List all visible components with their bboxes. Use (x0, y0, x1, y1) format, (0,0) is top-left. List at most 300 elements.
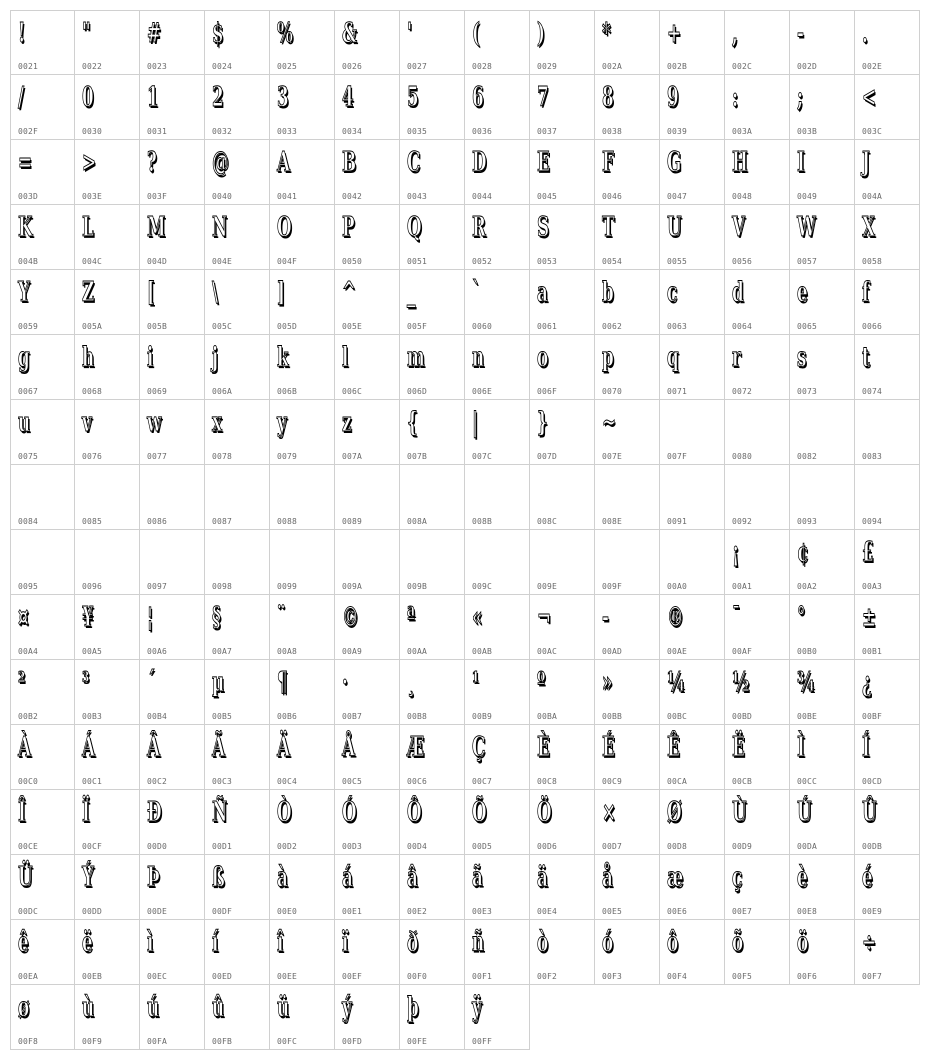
codepoint-label: 00F0 (407, 972, 428, 981)
glyph-cell (725, 790, 790, 855)
glyph-cell (465, 920, 530, 985)
codepoint-label: 0055 (667, 257, 688, 266)
codepoint-label: 007E (602, 452, 623, 461)
glyph-cell (75, 335, 140, 400)
glyph-sample: ! (18, 18, 25, 49)
codepoint-label: 0040 (212, 192, 233, 201)
glyph-cell (595, 205, 660, 270)
glyph-sample: v (82, 407, 92, 438)
glyph-cell (205, 75, 270, 140)
codepoint-label: 0034 (342, 127, 363, 136)
codepoint-label: 0030 (82, 127, 103, 136)
glyph-cell (790, 270, 855, 335)
codepoint-label: 0093 (797, 517, 818, 526)
codepoint-label: 00EA (18, 972, 39, 981)
codepoint-label: 00D4 (407, 842, 428, 851)
glyph-cell (140, 10, 205, 75)
glyph-cell (75, 400, 140, 465)
glyph-sample: ] (277, 277, 285, 308)
glyph-sample: ö (797, 927, 808, 958)
glyph-row (10, 660, 920, 725)
glyph-sample: e (797, 277, 808, 308)
glyph-sample: ¦ (147, 602, 153, 633)
glyph-cell (530, 400, 595, 465)
glyph-sample: ¼ (667, 667, 684, 698)
glyph-sample: þ (407, 992, 419, 1023)
glyph-sample: A (277, 147, 290, 178)
glyph-cell (335, 855, 400, 920)
codepoint-label: 009B (407, 582, 428, 591)
glyph-cell (725, 530, 790, 595)
glyph-cell (725, 595, 790, 660)
codepoint-label: 00E6 (667, 907, 688, 916)
glyph-sample: C (407, 147, 420, 178)
glyph-cell (725, 855, 790, 920)
glyph-sample: ª (407, 602, 415, 633)
glyph-sample: ¹ (472, 667, 479, 698)
glyph-cell (10, 205, 75, 270)
glyph-cell (660, 725, 725, 790)
glyph-sample: H (732, 147, 748, 178)
codepoint-label: 00C4 (277, 777, 298, 786)
glyph-sample: ` (472, 277, 480, 308)
glyph-cell (205, 335, 270, 400)
glyph-cell (855, 660, 920, 725)
codepoint-label: 00CD (862, 777, 883, 786)
glyph-cell (140, 725, 205, 790)
glyph-cell (855, 75, 920, 140)
codepoint-label: 00D0 (147, 842, 168, 851)
codepoint-label: 003E (82, 192, 103, 201)
glyph-cell (400, 920, 465, 985)
glyph-cell (660, 530, 725, 595)
glyph-sample: | (472, 407, 478, 438)
codepoint-label: 00C7 (472, 777, 493, 786)
codepoint-label: 00B0 (797, 647, 818, 656)
glyph-sample: f (862, 277, 869, 308)
glyph-sample: À (18, 732, 31, 763)
glyph-sample: ³ (82, 667, 89, 698)
codepoint-label: 002D (797, 62, 818, 71)
glyph-cell (335, 140, 400, 205)
glyph-sample: ¿ (862, 667, 872, 698)
glyph-cell (335, 335, 400, 400)
glyph-cell (10, 920, 75, 985)
codepoint-label: 00E4 (537, 907, 558, 916)
glyph-cell (465, 855, 530, 920)
codepoint-label: 00E2 (407, 907, 428, 916)
glyph-cell (725, 205, 790, 270)
codepoint-label: 00C5 (342, 777, 363, 786)
codepoint-label: 00D3 (342, 842, 363, 851)
codepoint-label: 00B9 (472, 712, 493, 721)
glyph-sample: X (862, 212, 875, 243)
glyph-sample: Ð (147, 797, 162, 828)
glyph-cell (270, 400, 335, 465)
glyph-cell (270, 465, 335, 530)
codepoint-label: 0047 (667, 192, 688, 201)
glyph-cell (725, 660, 790, 725)
glyph-cell (75, 920, 140, 985)
codepoint-label: 0061 (537, 322, 558, 331)
glyph-cell (75, 855, 140, 920)
codepoint-label: 0057 (797, 257, 818, 266)
glyph-cell (790, 335, 855, 400)
glyph-cell (465, 10, 530, 75)
codepoint-label: 0062 (602, 322, 623, 331)
codepoint-label: 00DB (862, 842, 883, 851)
glyph-sample: ) (537, 18, 545, 49)
glyph-sample: ½ (732, 667, 749, 698)
glyph-cell (790, 75, 855, 140)
codepoint-label: 0046 (602, 192, 623, 201)
glyph-sample: E (537, 147, 550, 178)
glyph-cell (205, 205, 270, 270)
glyph-sample: > (82, 147, 96, 178)
glyph-sample: Ô (407, 797, 421, 828)
glyph-cell (400, 400, 465, 465)
glyph-sample: N (212, 212, 227, 243)
glyph-cell (270, 660, 335, 725)
glyph-sample: a (537, 277, 548, 308)
glyph-sample: ô (667, 927, 678, 958)
glyph-cell (10, 595, 75, 660)
glyph-sample: ü (277, 992, 289, 1023)
codepoint-label: 00AD (602, 647, 623, 656)
glyph-cell (595, 855, 660, 920)
codepoint-label: 00AB (472, 647, 493, 656)
glyph-cell (400, 465, 465, 530)
codepoint-label: 00F5 (732, 972, 753, 981)
codepoint-label: 00CA (667, 777, 688, 786)
glyph-sample: [ (147, 277, 155, 308)
glyph-sample: ¤ (18, 602, 29, 633)
glyph-sample: Ú (797, 797, 811, 828)
glyph-cell (205, 985, 270, 1050)
glyph-row (10, 465, 920, 530)
glyph-cell (790, 140, 855, 205)
codepoint-label: 009E (537, 582, 558, 591)
glyph-sample: § (212, 602, 221, 633)
glyph-cell (75, 465, 140, 530)
codepoint-label: 0041 (277, 192, 298, 201)
codepoint-label: 00BF (862, 712, 883, 721)
glyph-cell (270, 270, 335, 335)
glyph-sample: - (797, 18, 804, 49)
glyph-cell (400, 205, 465, 270)
codepoint-label: 00BE (797, 712, 818, 721)
glyph-sample: 1 (147, 82, 159, 113)
codepoint-label: 006A (212, 387, 233, 396)
glyph-row (10, 855, 920, 920)
glyph-cell (335, 595, 400, 660)
codepoint-label: 005C (212, 322, 233, 331)
glyph-cell (335, 920, 400, 985)
glyph-cell (335, 75, 400, 140)
codepoint-label: 006F (537, 387, 558, 396)
glyph-cell (790, 205, 855, 270)
glyph-cell (270, 75, 335, 140)
codepoint-label: 0085 (82, 517, 103, 526)
glyph-sample: g (18, 342, 30, 373)
glyph-sample: ñ (472, 927, 484, 958)
glyph-cell (595, 140, 660, 205)
glyph-sample: ÿ (472, 992, 482, 1023)
glyph-cell (725, 920, 790, 985)
glyph-sample: » (602, 667, 612, 698)
glyph-sample: ß (212, 862, 225, 893)
glyph-sample: ¨ (277, 602, 285, 633)
glyph-sample: P (342, 212, 354, 243)
glyph-sample: ¯ (732, 602, 740, 633)
glyph-sample: ? (147, 147, 157, 178)
glyph-cell (660, 140, 725, 205)
codepoint-label: 0097 (147, 582, 168, 591)
glyph-cell (725, 465, 790, 530)
codepoint-label: 00FB (212, 1037, 233, 1046)
glyph-sample: # (147, 18, 161, 49)
codepoint-label: 0065 (797, 322, 818, 331)
codepoint-label: 00AF (732, 647, 753, 656)
glyph-cell (10, 790, 75, 855)
glyph-row (10, 75, 920, 140)
glyph-cell (10, 10, 75, 75)
codepoint-label: 002B (667, 62, 688, 71)
codepoint-label: 0035 (407, 127, 428, 136)
glyph-sample: J (862, 147, 870, 178)
glyph-cell (790, 465, 855, 530)
codepoint-label: 00D7 (602, 842, 623, 851)
glyph-cell (400, 75, 465, 140)
glyph-cell (595, 595, 660, 660)
glyph-sample: < (862, 82, 876, 113)
glyph-cell (790, 595, 855, 660)
glyph-sample: ã (472, 862, 483, 893)
glyph-cell (400, 595, 465, 660)
glyph-cell (205, 10, 270, 75)
codepoint-label: 005A (82, 322, 103, 331)
glyph-cell (465, 205, 530, 270)
glyph-cell (205, 855, 270, 920)
codepoint-label: 00A4 (18, 647, 39, 656)
glyph-sample: K (18, 212, 32, 243)
glyph-sample: Ö (537, 797, 551, 828)
glyph-cell (335, 725, 400, 790)
glyph-sample: ê (18, 927, 29, 958)
glyph-cell (205, 530, 270, 595)
codepoint-label: 00FA (147, 1037, 168, 1046)
glyph-sample: U (667, 212, 681, 243)
glyph-sample: ù (82, 992, 94, 1023)
codepoint-label: 00C9 (602, 777, 623, 786)
codepoint-label: 0044 (472, 192, 493, 201)
codepoint-label: 00A1 (732, 582, 753, 591)
glyph-sample: Õ (472, 797, 486, 828)
glyph-sample: I (797, 147, 805, 178)
codepoint-label: 008C (537, 517, 558, 526)
glyph-cell (140, 465, 205, 530)
codepoint-label: 0026 (342, 62, 363, 71)
glyph-sample: W (797, 212, 816, 243)
glyph-cell (10, 530, 75, 595)
glyph-cell (530, 75, 595, 140)
glyph-cell (400, 270, 465, 335)
glyph-sample: \ (212, 277, 218, 308)
codepoint-label: 00F1 (472, 972, 493, 981)
glyph-cell (660, 335, 725, 400)
glyph-cell (465, 985, 530, 1050)
glyph-sample: R (472, 212, 486, 243)
codepoint-label: 00C0 (18, 777, 39, 786)
glyph-cell (270, 725, 335, 790)
glyph-sample: ë (82, 927, 93, 958)
glyph-sample: Q (407, 212, 421, 243)
codepoint-label: 0078 (212, 452, 233, 461)
glyph-sample: ï (342, 927, 348, 958)
glyph-cell (400, 985, 465, 1050)
codepoint-label: 00EB (82, 972, 103, 981)
glyph-cell (335, 530, 400, 595)
glyph-sample: Ì (797, 732, 805, 763)
codepoint-label: 003F (147, 192, 168, 201)
glyph-cell (595, 465, 660, 530)
glyph-sample: µ (212, 667, 224, 698)
glyph-cell (335, 10, 400, 75)
glyph-sample: 7 (537, 82, 549, 113)
glyph-sample: Ä (277, 732, 290, 763)
glyph-row (10, 140, 920, 205)
glyph-sample: L (82, 212, 94, 243)
codepoint-label: 0025 (277, 62, 298, 71)
glyph-row (10, 725, 920, 790)
glyph-cell (465, 335, 530, 400)
glyph-cell (140, 985, 205, 1050)
codepoint-label: 0023 (147, 62, 168, 71)
glyph-cell (400, 855, 465, 920)
codepoint-label: 00AA (407, 647, 428, 656)
glyph-cell (75, 205, 140, 270)
codepoint-label: 00A3 (862, 582, 883, 591)
codepoint-label: 003A (732, 127, 753, 136)
codepoint-label: 0098 (212, 582, 233, 591)
glyph-cell (270, 595, 335, 660)
glyph-cell (465, 595, 530, 660)
codepoint-label: 0032 (212, 127, 233, 136)
glyph-sample: è (797, 862, 808, 893)
glyph-cell (725, 725, 790, 790)
glyph-cell (10, 855, 75, 920)
codepoint-label: 009C (472, 582, 493, 591)
codepoint-label: 00E7 (732, 907, 753, 916)
glyph-cell (205, 920, 270, 985)
codepoint-label: 0088 (277, 517, 298, 526)
codepoint-label: 00ED (212, 972, 233, 981)
glyph-sample: Ï (82, 797, 90, 828)
codepoint-label: 003D (18, 192, 39, 201)
glyph-cell (595, 530, 660, 595)
glyph-cell (660, 660, 725, 725)
glyph-sample: } (537, 407, 548, 438)
glyph-cell (530, 595, 595, 660)
glyph-cell (465, 140, 530, 205)
glyph-sample: Â (147, 732, 160, 763)
glyph-sample: t (862, 342, 870, 373)
glyph-sample: @ (212, 147, 229, 178)
glyph-sample: ø (18, 992, 29, 1023)
glyph-cell (790, 660, 855, 725)
glyph-sample: : (732, 82, 738, 113)
glyph-cell (660, 10, 725, 75)
glyph-cell (75, 725, 140, 790)
codepoint-label: 00C1 (82, 777, 103, 786)
glyph-cell (530, 725, 595, 790)
glyph-sample: º (537, 667, 545, 698)
glyph-cell (10, 400, 75, 465)
glyph-cell (140, 270, 205, 335)
glyph-sample: © (342, 602, 359, 633)
glyph-sample: £ (862, 537, 874, 568)
glyph-cell (270, 985, 335, 1050)
codepoint-label: 0086 (147, 517, 168, 526)
glyph-cell (400, 530, 465, 595)
glyph-sample: ~ (602, 407, 616, 438)
glyph-cell (75, 985, 140, 1050)
glyph-cell (140, 400, 205, 465)
glyph-sample: ® (667, 602, 684, 633)
codepoint-label: 00A6 (147, 647, 168, 656)
codepoint-label: 0073 (797, 387, 818, 396)
codepoint-label: 00DF (212, 907, 233, 916)
codepoint-label: 0074 (862, 387, 883, 396)
codepoint-label: 0024 (212, 62, 233, 71)
codepoint-label: 002C (732, 62, 753, 71)
glyph-sample: O (277, 212, 291, 243)
glyph-cell (335, 985, 400, 1050)
glyph-row (10, 530, 920, 595)
glyph-sample: Ñ (212, 797, 227, 828)
codepoint-label: 0033 (277, 127, 298, 136)
glyph-cell (790, 725, 855, 790)
glyph-sample: Z (82, 277, 94, 308)
glyph-cell (335, 465, 400, 530)
glyph-cell (595, 660, 660, 725)
glyph-cell (10, 140, 75, 205)
codepoint-label: 0067 (18, 387, 39, 396)
codepoint-label: 0039 (667, 127, 688, 136)
glyph-sample: , (732, 18, 738, 49)
codepoint-label: 00AC (537, 647, 558, 656)
glyph-cell (660, 920, 725, 985)
codepoint-label: 0080 (732, 452, 753, 461)
codepoint-label: 00E3 (472, 907, 493, 916)
glyph-cell (530, 465, 595, 530)
glyph-sample: G (667, 147, 681, 178)
glyph-sample: ´ (147, 667, 155, 698)
glyph-sample: É (602, 732, 615, 763)
glyph-sample: ì (147, 927, 153, 958)
glyph-sample: r (732, 342, 741, 373)
glyph-sample: Ø (667, 797, 681, 828)
codepoint-label: 0096 (82, 582, 103, 591)
glyph-sample: 5 (407, 82, 419, 113)
glyph-sample: Þ (147, 862, 160, 893)
codepoint-label: 0066 (862, 322, 883, 331)
glyph-cell (855, 530, 920, 595)
glyph-cell (595, 335, 660, 400)
glyph-sample: . (862, 18, 868, 49)
codepoint-label: 0049 (797, 192, 818, 201)
codepoint-label: 007B (407, 452, 428, 461)
